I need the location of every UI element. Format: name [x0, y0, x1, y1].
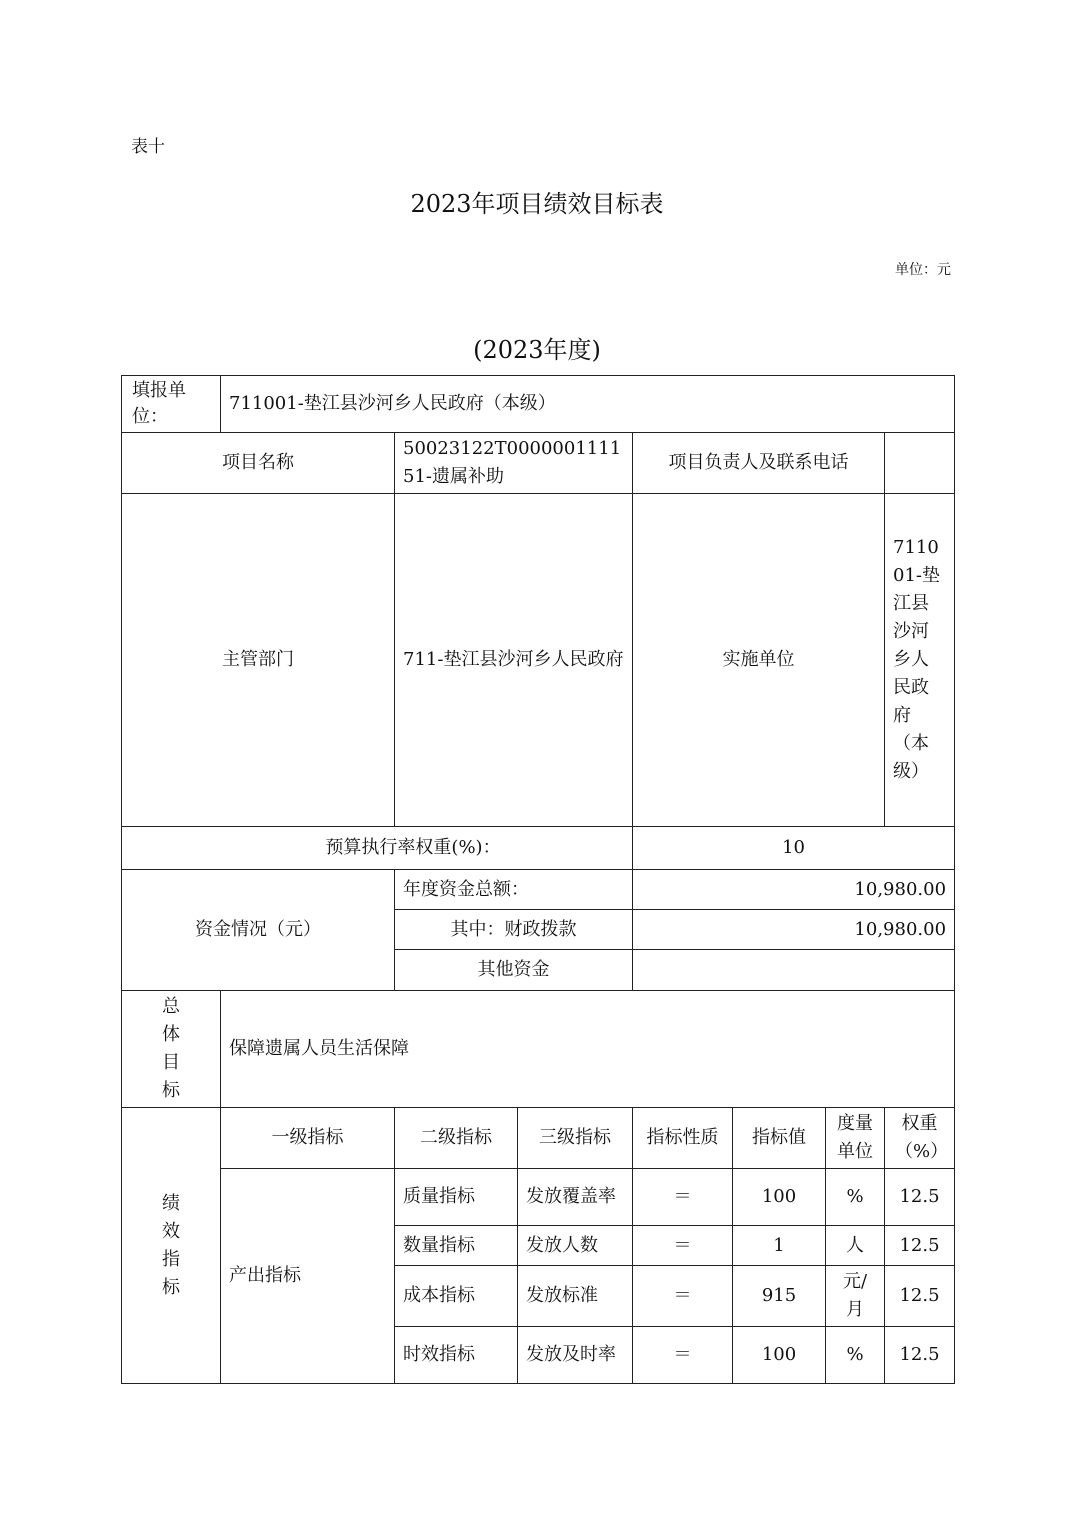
col-header-level1: 一级指标: [221, 1108, 395, 1169]
indicator-value: 915: [733, 1266, 826, 1327]
col-header-nature: 指标性质: [633, 1108, 733, 1169]
indicator-weight: 12.5: [885, 1226, 955, 1266]
impl-label: 实施单位: [633, 494, 885, 827]
level2-indicator: 质量指标: [395, 1169, 518, 1226]
fund-label: 资金情况（元）: [122, 870, 395, 991]
level3-indicator: 发放覆盖率: [518, 1169, 633, 1226]
goal-value: 保障遗属人员生活保障: [221, 991, 955, 1108]
level1-indicator: 产出指标: [221, 1169, 395, 1384]
table-number: 表十: [131, 137, 165, 157]
level2-indicator: 数量指标: [395, 1226, 518, 1266]
filing-unit-label: 填报单位：: [122, 376, 221, 433]
indicator-value: 100: [733, 1169, 826, 1226]
indicator-nature: ＝: [633, 1327, 733, 1384]
indicator-nature: ＝: [633, 1266, 733, 1327]
project-name-label: 项目名称: [122, 433, 395, 494]
filing-unit-value: 711001-垫江县沙河乡人民政府（本级）: [221, 376, 955, 433]
goal-label: 总体目标: [122, 991, 221, 1108]
contact-value: [885, 433, 955, 494]
page-title: 2023年项目绩效目标表: [410, 190, 664, 218]
indicator-nature: ＝: [633, 1226, 733, 1266]
budget-rate-value: 10: [633, 827, 955, 870]
indicator-unit: %: [826, 1169, 885, 1226]
performance-target-table: [121, 375, 955, 1384]
level3-indicator: 发放标准: [518, 1266, 633, 1327]
col-header-level3: 三级指标: [518, 1108, 633, 1169]
indicator-unit: 元/月: [826, 1266, 885, 1327]
indicator-weight: 12.5: [885, 1169, 955, 1226]
level3-indicator: 发放及时率: [518, 1327, 633, 1384]
indicator-value: 100: [733, 1327, 826, 1384]
fiscal-value: 10,980.00: [633, 910, 955, 950]
contact-label: 项目负责人及联系电话: [633, 433, 885, 494]
level3-indicator: 发放人数: [518, 1226, 633, 1266]
col-header-value: 指标值: [733, 1108, 826, 1169]
indicator-weight: 12.5: [885, 1266, 955, 1327]
level2-indicator: 时效指标: [395, 1327, 518, 1384]
unit-label: 单位：元: [895, 262, 951, 278]
annual-total-label: 年度资金总额：: [395, 870, 633, 910]
perf-label: 绩效指标: [122, 1108, 221, 1384]
indicator-value: 1: [733, 1226, 826, 1266]
level2-indicator: 成本指标: [395, 1266, 518, 1327]
fiscal-label: 其中：财政拨款: [395, 910, 633, 950]
project-name-value: 50023122T000000111151-遗属补助: [395, 433, 633, 494]
annual-total-value: 10,980.00: [633, 870, 955, 910]
col-header-weight: 权重（%）: [885, 1108, 955, 1169]
impl-value: 711001-垫江县沙河乡人民政府（本级）: [885, 494, 955, 827]
budget-rate-label: 预算执行率权重(%)：: [122, 827, 633, 870]
indicator-nature: ＝: [633, 1169, 733, 1226]
indicator-weight: 12.5: [885, 1327, 955, 1384]
other-fund-label: 其他资金: [395, 950, 633, 991]
dept-label: 主管部门: [122, 494, 395, 827]
table-row: [122, 1169, 955, 1226]
other-fund-value: [633, 950, 955, 991]
dept-value: 711-垫江县沙河乡人民政府: [395, 494, 633, 827]
col-header-unit: 度量单位: [826, 1108, 885, 1169]
year-label: (2023年度): [473, 336, 601, 364]
indicator-unit: %: [826, 1327, 885, 1384]
col-header-level2: 二级指标: [395, 1108, 518, 1169]
indicator-unit: 人: [826, 1226, 885, 1266]
